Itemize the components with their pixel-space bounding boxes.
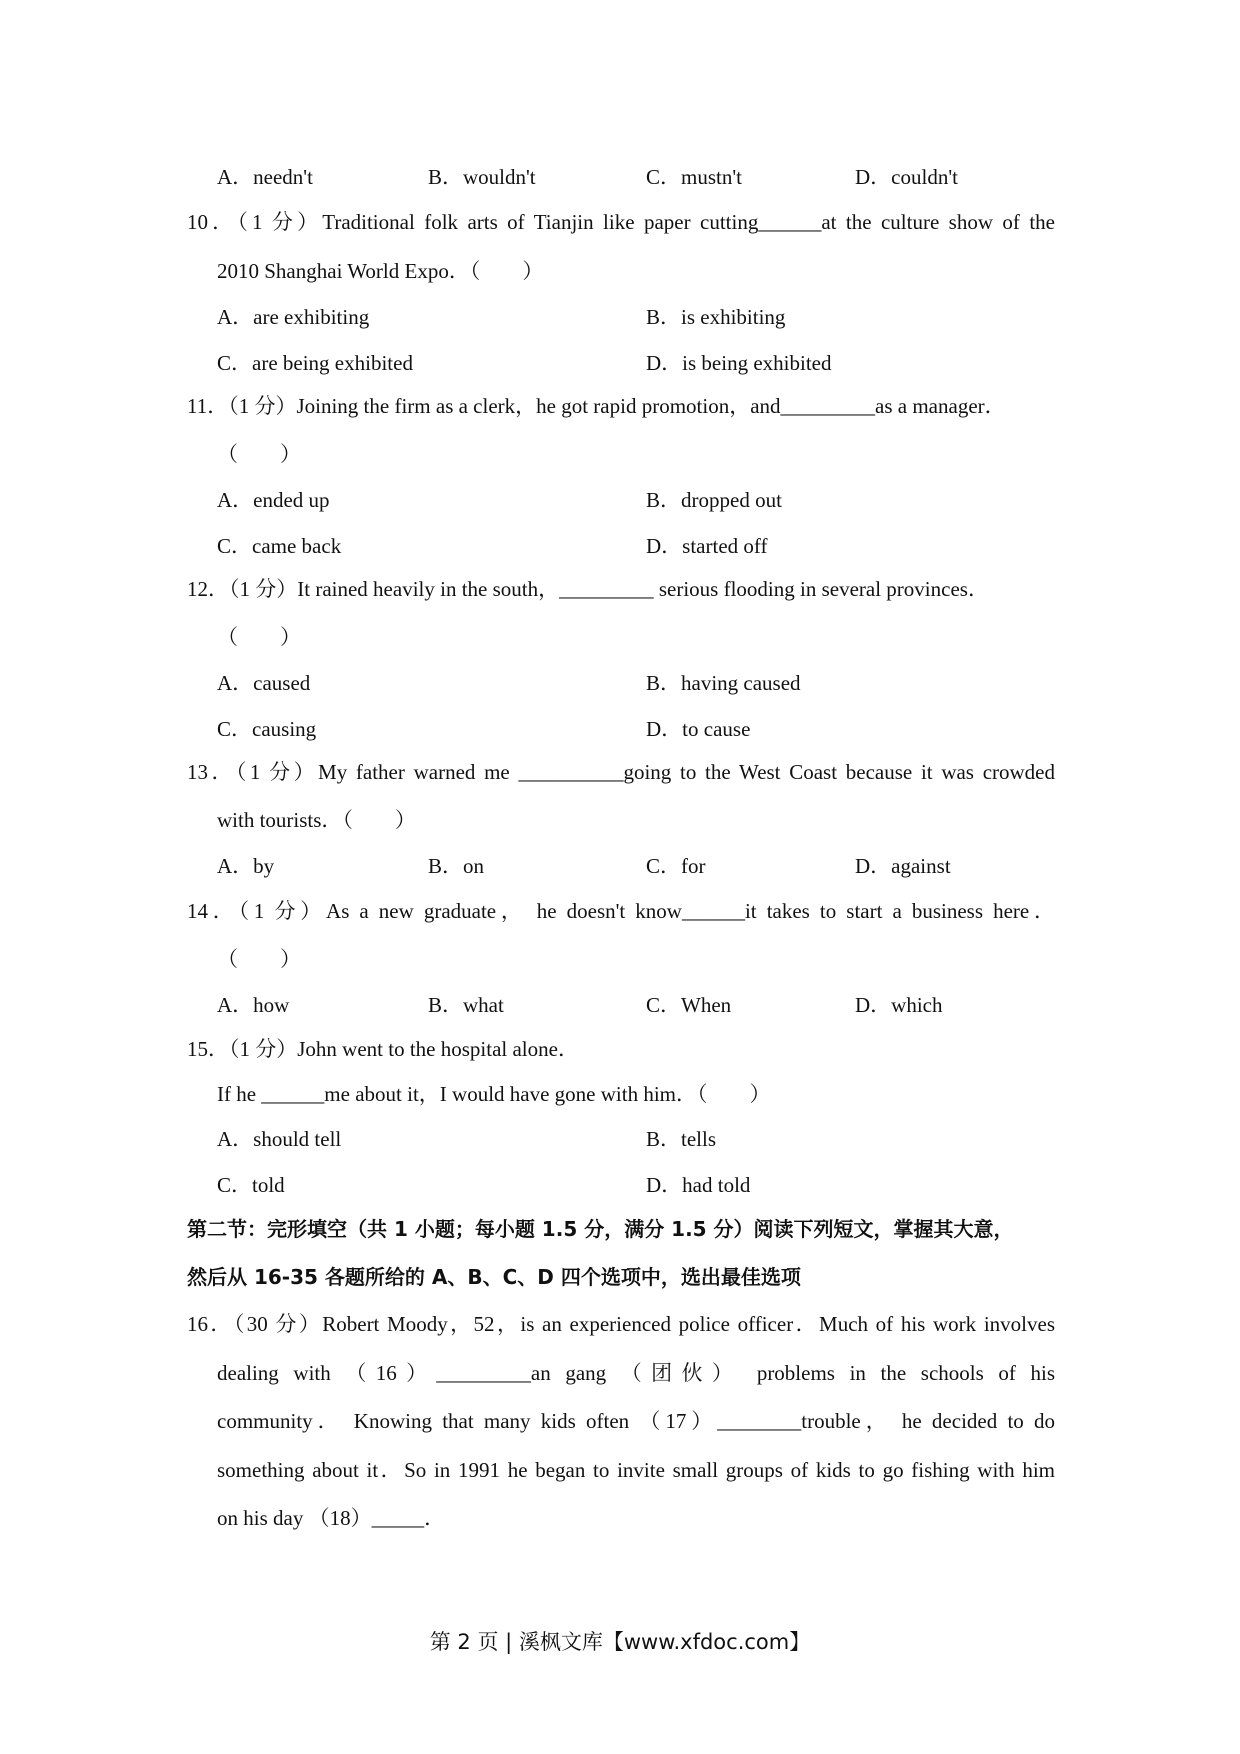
q9-option-d: D．couldn't — [855, 165, 958, 189]
section2-heading-line1: 第二节：完形填空（共 1 小题；每小题 1.5 分，满分 1.5 分）阅读下列短文，掌握其大意， — [187, 1217, 1014, 1241]
q14-option-b: B．what — [428, 993, 504, 1017]
q13-stem-line1: 13．（1 分）My father warned me __________going to the West Coast because it was crowded — [187, 760, 1055, 784]
q14-stem-line2: （ ） — [217, 947, 301, 971]
q11-option-b: B．dropped out — [646, 488, 782, 512]
q16-passage-line5: on his day （18）_____． — [217, 1506, 446, 1530]
q12-option-a: A．caused — [217, 671, 311, 695]
q15-option-b: B．tells — [646, 1127, 717, 1151]
q11-option-d: D．started off — [646, 534, 768, 558]
q12-stem-line1: 12．（1 分）It rained heavily in the south，_________ serious flooding in several provinces． — [187, 577, 989, 601]
q9-option-b: B．wouldn't — [428, 165, 536, 189]
q16-passage-line2: dealing with （16）_________an gang （团伙） problems in the schools of his — [217, 1361, 1055, 1385]
q14-option-d: D．which — [855, 993, 943, 1017]
q15-stem-line1: 15．（1 分）John went to the hospital alone． — [187, 1037, 579, 1061]
page-footer: 第 2 页 | 溪枫文库【www.xfdoc.com】 — [429, 1630, 811, 1654]
q10-option-b: B．is exhibiting — [646, 305, 786, 329]
q10-stem-line2: 2010 Shanghai World Expo．（ ） — [217, 259, 544, 283]
q14-option-c: C．When — [646, 993, 732, 1017]
q14-stem-line1: 14．（1 分）As a new graduate， he doesn't know______it takes to start a business here． — [187, 899, 1055, 923]
q16-passage-line1: 16．（30 分）Robert Moody，52，is an experienced police officer．Much of his work involves — [187, 1312, 1055, 1336]
q10-stem-line1: 10．（1 分）Traditional folk arts of Tianjin like paper cutting______at the culture show of the — [187, 210, 1055, 234]
q16-passage-line3: community． Knowing that many kids often （17）________trouble， he decided to do — [217, 1409, 1055, 1433]
q9-option-a: A．needn't — [217, 165, 313, 189]
q15-option-a: A．should tell — [217, 1127, 342, 1151]
q11-stem-line1: 11．（1 分）Joining the firm as a clerk，he got rapid promotion，and_________as a manager． — [187, 394, 1006, 418]
q13-option-c: C．for — [646, 854, 706, 878]
q12-stem-line2: （ ） — [217, 625, 301, 649]
q15-option-d: D．had told — [646, 1173, 751, 1197]
q15-option-c: C．told — [217, 1173, 285, 1197]
q13-option-d: D．against — [855, 854, 951, 878]
q13-stem-line2: with tourists．（ ） — [217, 808, 416, 832]
q10-option-a: A．are exhibiting — [217, 305, 370, 329]
q11-stem-line2: （ ） — [217, 442, 301, 466]
q15-stem-line2: If he ______me about it，I would have gone with him．（ ） — [217, 1082, 771, 1106]
q16-passage-line4: something about it．So in 1991 he began to invite small groups of kids to go fishing with him — [217, 1458, 1055, 1482]
q9-option-c: C．mustn't — [646, 165, 742, 189]
q13-option-b: B．on — [428, 854, 485, 878]
q12-option-c: C．causing — [217, 717, 317, 741]
q13-option-a: A．by — [217, 854, 275, 878]
q12-option-d: D．to cause — [646, 717, 751, 741]
q10-option-d: D．is being exhibited — [646, 351, 832, 375]
q12-option-b: B．having caused — [646, 671, 801, 695]
q11-option-c: C．came back — [217, 534, 342, 558]
q14-option-a: A．how — [217, 993, 290, 1017]
q11-option-a: A．ended up — [217, 488, 330, 512]
section2-heading-line2: 然后从 16-35 各题所给的 A、B、C、D 四个选项中，选出最佳选项 — [187, 1265, 801, 1289]
q10-option-c: C．are being exhibited — [217, 351, 413, 375]
